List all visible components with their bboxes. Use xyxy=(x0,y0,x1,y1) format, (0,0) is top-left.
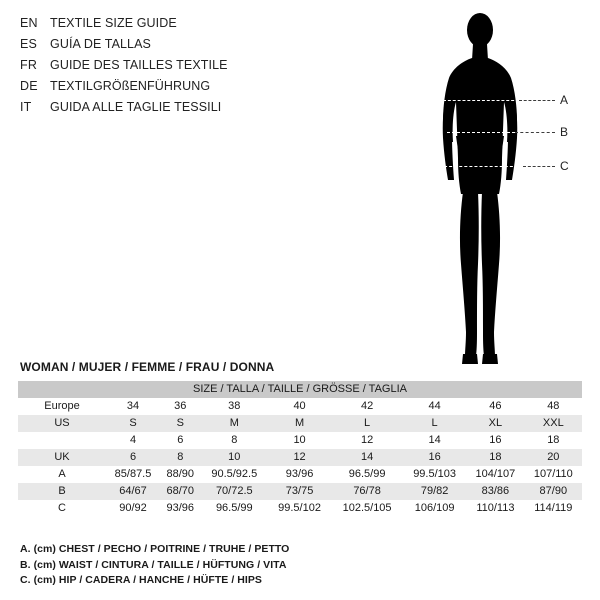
table-cell: 14 xyxy=(403,432,466,449)
table-cell: 16 xyxy=(466,432,525,449)
table-cell: 68/70 xyxy=(160,483,201,500)
table-cell: S xyxy=(160,415,201,432)
table-cell: M xyxy=(268,415,331,432)
language-code-it: IT xyxy=(20,100,32,114)
table-cell: 90/92 xyxy=(106,500,160,517)
table-header-cell: SIZE / TALLA / TAILLE / GRÖSSE / TAGLIA xyxy=(18,381,582,398)
row-label: C xyxy=(18,500,106,517)
language-code-es: ES xyxy=(20,37,38,51)
table-row xyxy=(18,432,582,449)
table-cell: 38 xyxy=(201,398,269,415)
table-cell: 93/96 xyxy=(268,466,331,483)
table-cell: 76/78 xyxy=(331,483,403,500)
table-cell: 36 xyxy=(160,398,201,415)
table-cell: 106/109 xyxy=(403,500,466,517)
table-cell: 42 xyxy=(331,398,403,415)
table-cell: 40 xyxy=(268,398,331,415)
table-cell: 46 xyxy=(466,398,525,415)
table-cell: 104/107 xyxy=(466,466,525,483)
table-cell: 4 xyxy=(106,432,160,449)
language-code-fr: FR xyxy=(20,58,38,72)
body-figure xyxy=(395,8,585,373)
chest-measure-line-inner xyxy=(443,100,519,101)
legend-line-c: C. (cm) HIP / CADERA / HANCHE / HÜFTE / HIPS xyxy=(20,574,262,586)
table-row xyxy=(18,483,582,500)
title-text-it: GUIDA ALLE TAGLIE TESSILI xyxy=(50,100,222,114)
table-cell: 10 xyxy=(201,449,269,466)
table-cell: 96.5/99 xyxy=(201,500,269,517)
table-cell: L xyxy=(331,415,403,432)
table-cell: 73/75 xyxy=(268,483,331,500)
measurement-legend xyxy=(20,542,289,589)
title-row-fr xyxy=(20,58,350,79)
hip-measure-label: C xyxy=(560,159,569,173)
language-code-en: EN xyxy=(20,16,38,30)
table-cell: 88/90 xyxy=(160,466,201,483)
row-label: Europe xyxy=(18,398,106,415)
row-label xyxy=(18,432,106,449)
table-cell: 48 xyxy=(525,398,582,415)
language-titles xyxy=(20,16,350,121)
chest-measure-label: A xyxy=(560,93,569,107)
table-cell: 8 xyxy=(201,432,269,449)
table-row xyxy=(18,500,582,517)
hip-measure-line-inner xyxy=(439,166,523,167)
table-cell: 18 xyxy=(466,449,525,466)
table-cell: 12 xyxy=(331,432,403,449)
table-cell: 20 xyxy=(525,449,582,466)
table-cell: 107/110 xyxy=(525,466,582,483)
title-row-es xyxy=(20,37,350,58)
table-cell: 64/67 xyxy=(106,483,160,500)
table-cell: M xyxy=(201,415,269,432)
size-table-wrapper xyxy=(18,381,582,517)
table-cell: 99.5/102 xyxy=(268,500,331,517)
table-cell: 16 xyxy=(403,449,466,466)
table-cell: 114/119 xyxy=(525,500,582,517)
table-cell: 102.5/105 xyxy=(331,500,403,517)
table-cell: 14 xyxy=(331,449,403,466)
table-cell: 6 xyxy=(106,449,160,466)
legend-line-b: B. (cm) WAIST / CINTURA / TAILLE / HÜFTUNG / VITA xyxy=(20,558,287,571)
language-code-de: DE xyxy=(20,79,38,93)
row-label: B xyxy=(18,483,106,500)
table-cell: 87/90 xyxy=(525,483,582,500)
female-silhouette-icon xyxy=(415,8,545,373)
table-cell: 90.5/92.5 xyxy=(201,466,269,483)
row-label: UK xyxy=(18,449,106,466)
section-label-woman: WOMAN / MUJER / FEMME / FRAU / DONNA xyxy=(20,360,275,374)
table-cell: 12 xyxy=(268,449,331,466)
hip-measure-line-outer xyxy=(523,166,555,167)
size-table xyxy=(18,381,582,517)
waist-measure-label: B xyxy=(560,125,569,139)
row-label: A xyxy=(18,466,106,483)
table-cell: S xyxy=(106,415,160,432)
title-text-de: TEXTILGRÖßENFÜHRUNG xyxy=(50,79,211,93)
table-cell: 85/87.5 xyxy=(106,466,160,483)
table-cell: XXL xyxy=(525,415,582,432)
table-header-row xyxy=(18,381,582,398)
table-cell: XL xyxy=(466,415,525,432)
table-cell: 18 xyxy=(525,432,582,449)
title-text-es: GUÍA DE TALLAS xyxy=(50,37,151,51)
table-cell: 93/96 xyxy=(160,500,201,517)
table-row xyxy=(18,466,582,483)
table-cell: L xyxy=(403,415,466,432)
table-row xyxy=(18,415,582,432)
table-row xyxy=(18,398,582,415)
table-cell: 44 xyxy=(403,398,466,415)
waist-measure-line-inner xyxy=(447,132,515,133)
title-row-en xyxy=(20,16,350,37)
table-cell: 110/113 xyxy=(466,500,525,517)
table-cell: 10 xyxy=(268,432,331,449)
table-cell: 99.5/103 xyxy=(403,466,466,483)
title-row-it xyxy=(20,100,350,121)
table-cell: 8 xyxy=(160,449,201,466)
table-cell: 6 xyxy=(160,432,201,449)
table-row xyxy=(18,449,582,466)
title-row-de xyxy=(20,79,350,100)
table-cell: 96.5/99 xyxy=(331,466,403,483)
table-cell: 34 xyxy=(106,398,160,415)
row-label: US xyxy=(18,415,106,432)
chest-measure-line-outer xyxy=(519,100,555,101)
legend-line-a: A. (cm) CHEST / PECHO / POITRINE / TRUHE / PETTO xyxy=(20,543,290,555)
table-cell: 70/72.5 xyxy=(201,483,269,500)
waist-measure-line-outer xyxy=(515,132,555,133)
table-cell: 79/82 xyxy=(403,483,466,500)
title-text-fr: GUIDE DES TAILLES TEXTILE xyxy=(50,58,228,72)
table-cell: 83/86 xyxy=(466,483,525,500)
title-text-en: TEXTILE SIZE GUIDE xyxy=(50,16,177,30)
